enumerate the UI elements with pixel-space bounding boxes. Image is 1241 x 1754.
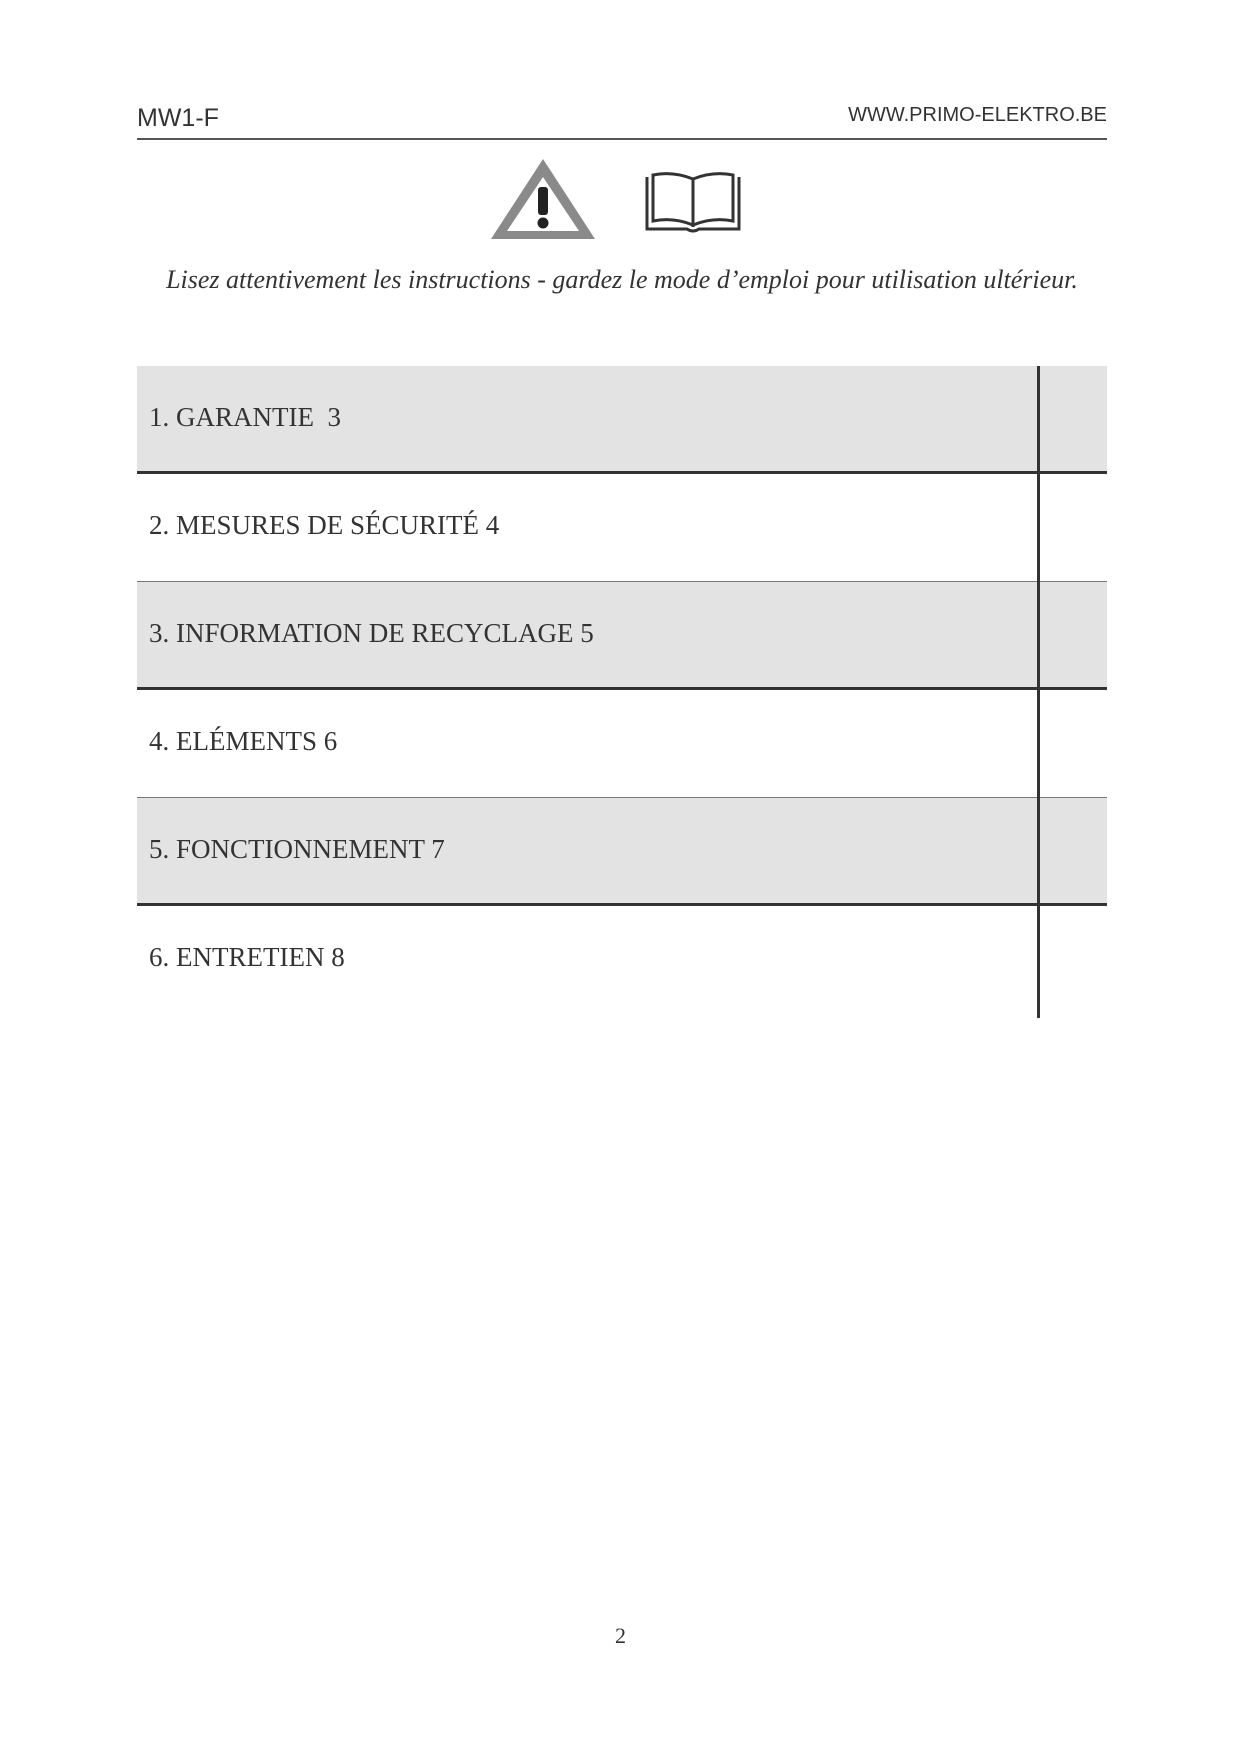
toc-vertical-rule xyxy=(1037,366,1040,1018)
read-instructions-notice: Lisez attentivement les instructions - gardez le mode d’emploi pour utilisation ultérieur. xyxy=(166,265,1078,294)
toc-item-label: 2. MESURES DE SÉCURITÉ 4 xyxy=(149,510,500,540)
table-of-contents xyxy=(137,366,1107,1014)
toc-item[interactable] xyxy=(137,690,1107,798)
toc-item[interactable] xyxy=(137,906,1107,1014)
model-code: MW1-F xyxy=(137,104,219,132)
toc-item-label: 1. GARANTIE 3 xyxy=(149,402,341,432)
page-number: 2 xyxy=(615,1623,626,1648)
toc-item-label: 6. ENTRETIEN 8 xyxy=(149,942,345,972)
toc-item[interactable] xyxy=(137,366,1107,474)
toc-item-label: 5. FONCTIONNEMENT 7 xyxy=(149,834,445,864)
notice-icons xyxy=(487,155,747,245)
toc-item-label: 4. ELÉMENTS 6 xyxy=(149,726,338,756)
warning-triangle-icon xyxy=(487,155,599,243)
toc-item[interactable] xyxy=(137,582,1107,690)
toc-item-label: 3. INFORMATION DE RECYCLAGE 5 xyxy=(149,618,594,648)
toc-item[interactable] xyxy=(137,798,1107,906)
toc-item[interactable] xyxy=(137,474,1107,582)
page-header xyxy=(137,100,1107,140)
website-url: WWW.PRIMO-ELEKTRO.BE xyxy=(848,104,1107,126)
book-icon xyxy=(645,171,741,233)
